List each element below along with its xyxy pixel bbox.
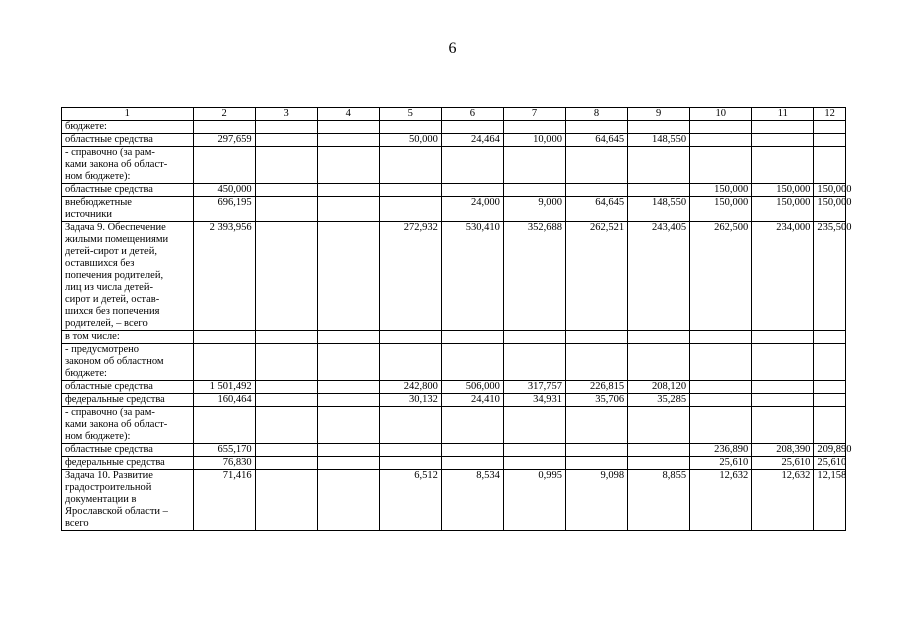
value-cell bbox=[255, 470, 317, 531]
value-cell bbox=[752, 344, 814, 381]
value-cell: 243,405 bbox=[628, 222, 690, 331]
value-cell: 50,000 bbox=[379, 134, 441, 147]
value-cell bbox=[317, 331, 379, 344]
value-cell bbox=[690, 394, 752, 407]
value-cell bbox=[193, 344, 255, 381]
value-cell: 71,416 bbox=[193, 470, 255, 531]
value-cell: 12,158 bbox=[814, 470, 846, 531]
value-cell bbox=[752, 121, 814, 134]
value-cell: 12,632 bbox=[690, 470, 752, 531]
value-cell bbox=[752, 134, 814, 147]
value-cell bbox=[628, 407, 690, 444]
value-cell: 35,285 bbox=[628, 394, 690, 407]
value-cell bbox=[379, 197, 441, 222]
value-cell bbox=[566, 147, 628, 184]
value-cell bbox=[193, 331, 255, 344]
value-cell: 64,645 bbox=[566, 197, 628, 222]
value-cell bbox=[814, 331, 846, 344]
value-cell: 150,000 bbox=[690, 197, 752, 222]
value-cell bbox=[441, 444, 503, 457]
table-row bbox=[62, 457, 846, 470]
value-cell bbox=[255, 147, 317, 184]
value-cell bbox=[255, 222, 317, 331]
value-cell: 25,610 bbox=[814, 457, 846, 470]
value-cell bbox=[193, 147, 255, 184]
row-label-cell: бюджете: bbox=[62, 121, 194, 134]
table-row bbox=[62, 134, 846, 147]
value-cell: 12,632 bbox=[752, 470, 814, 531]
value-cell bbox=[255, 197, 317, 222]
table-row bbox=[62, 121, 846, 134]
value-cell: 226,815 bbox=[566, 381, 628, 394]
value-cell: 30,132 bbox=[379, 394, 441, 407]
value-cell bbox=[379, 331, 441, 344]
table-row bbox=[62, 331, 846, 344]
row-label-cell: в том числе: bbox=[62, 331, 194, 344]
value-cell bbox=[690, 134, 752, 147]
value-cell bbox=[317, 407, 379, 444]
value-cell: 506,000 bbox=[441, 381, 503, 394]
value-cell bbox=[566, 331, 628, 344]
value-cell bbox=[566, 444, 628, 457]
value-cell bbox=[566, 407, 628, 444]
value-cell bbox=[317, 197, 379, 222]
value-cell: 150,000 bbox=[814, 197, 846, 222]
value-cell bbox=[441, 331, 503, 344]
value-cell bbox=[814, 394, 846, 407]
value-cell: 24,000 bbox=[441, 197, 503, 222]
column-header: 6 bbox=[441, 108, 503, 121]
value-cell bbox=[379, 344, 441, 381]
row-label-cell: областные средства bbox=[62, 381, 194, 394]
budget-table bbox=[61, 107, 852, 531]
value-cell bbox=[752, 381, 814, 394]
value-cell bbox=[441, 121, 503, 134]
value-cell: 25,610 bbox=[690, 457, 752, 470]
value-cell bbox=[379, 444, 441, 457]
column-header: 8 bbox=[566, 108, 628, 121]
value-cell bbox=[628, 444, 690, 457]
value-cell bbox=[317, 184, 379, 197]
page-number: 6 bbox=[448, 40, 457, 57]
value-cell bbox=[690, 344, 752, 381]
value-cell: 236,890 bbox=[690, 444, 752, 457]
value-cell bbox=[503, 121, 565, 134]
row-label-cell: областные средства bbox=[62, 444, 194, 457]
table-row bbox=[62, 197, 846, 222]
value-cell bbox=[317, 470, 379, 531]
column-header: 3 bbox=[255, 108, 317, 121]
value-cell bbox=[566, 457, 628, 470]
value-cell bbox=[379, 457, 441, 470]
value-cell bbox=[317, 134, 379, 147]
value-cell: 148,550 bbox=[628, 134, 690, 147]
value-cell: 262,500 bbox=[690, 222, 752, 331]
table-row bbox=[62, 470, 846, 531]
value-cell: 10,000 bbox=[503, 134, 565, 147]
table-row bbox=[62, 147, 846, 184]
value-cell bbox=[317, 381, 379, 394]
value-cell: 25,610 bbox=[752, 457, 814, 470]
value-cell bbox=[317, 147, 379, 184]
value-cell bbox=[566, 344, 628, 381]
value-cell: 35,706 bbox=[566, 394, 628, 407]
value-cell bbox=[690, 381, 752, 394]
value-cell: 530,410 bbox=[441, 222, 503, 331]
table-row bbox=[62, 407, 846, 444]
value-cell bbox=[379, 121, 441, 134]
value-cell bbox=[255, 444, 317, 457]
value-cell: 234,000 bbox=[752, 222, 814, 331]
value-cell bbox=[441, 344, 503, 381]
value-cell: 150,000 bbox=[814, 184, 846, 197]
value-cell bbox=[317, 344, 379, 381]
value-cell bbox=[503, 344, 565, 381]
value-cell: 76,830 bbox=[193, 457, 255, 470]
value-cell bbox=[193, 121, 255, 134]
value-cell bbox=[441, 147, 503, 184]
value-cell bbox=[317, 444, 379, 457]
value-cell bbox=[255, 457, 317, 470]
value-cell bbox=[814, 381, 846, 394]
table-body bbox=[62, 121, 852, 531]
value-cell bbox=[566, 184, 628, 197]
value-cell bbox=[503, 184, 565, 197]
column-header: 5 bbox=[379, 108, 441, 121]
value-cell bbox=[441, 184, 503, 197]
value-cell: 262,521 bbox=[566, 222, 628, 331]
value-cell bbox=[690, 121, 752, 134]
value-cell bbox=[503, 407, 565, 444]
value-cell bbox=[441, 457, 503, 470]
value-cell bbox=[255, 394, 317, 407]
column-header: 1 bbox=[62, 108, 194, 121]
value-cell: 9,098 bbox=[566, 470, 628, 531]
column-header: 11 bbox=[752, 108, 814, 121]
column-header: 12 bbox=[814, 108, 846, 121]
value-cell bbox=[628, 147, 690, 184]
value-cell bbox=[255, 331, 317, 344]
value-cell bbox=[814, 121, 846, 134]
row-label-cell: областные средства bbox=[62, 184, 194, 197]
column-header: 9 bbox=[628, 108, 690, 121]
value-cell bbox=[317, 121, 379, 134]
table-row bbox=[62, 344, 846, 381]
value-cell bbox=[441, 407, 503, 444]
value-cell: 450,000 bbox=[193, 184, 255, 197]
value-cell bbox=[814, 134, 846, 147]
value-cell: 64,645 bbox=[566, 134, 628, 147]
value-cell bbox=[255, 121, 317, 134]
value-cell bbox=[814, 344, 846, 381]
value-cell: 8,855 bbox=[628, 470, 690, 531]
value-cell: 150,000 bbox=[752, 197, 814, 222]
table-row bbox=[62, 184, 846, 197]
value-cell bbox=[814, 407, 846, 444]
value-cell bbox=[690, 147, 752, 184]
table-header bbox=[62, 108, 846, 121]
value-cell: 2 393,956 bbox=[193, 222, 255, 331]
column-header: 7 bbox=[503, 108, 565, 121]
value-cell bbox=[752, 394, 814, 407]
value-cell: 272,932 bbox=[379, 222, 441, 331]
column-header: 10 bbox=[690, 108, 752, 121]
value-cell bbox=[379, 184, 441, 197]
value-cell bbox=[628, 121, 690, 134]
value-cell: 208,390 bbox=[752, 444, 814, 457]
value-cell bbox=[503, 444, 565, 457]
value-cell bbox=[317, 222, 379, 331]
row-label-cell: - справочно (за рам- ками закона об област- ном бюджете): bbox=[62, 407, 194, 444]
value-cell: 24,464 bbox=[441, 134, 503, 147]
value-cell: 148,550 bbox=[628, 197, 690, 222]
value-cell bbox=[255, 344, 317, 381]
column-header: 2 bbox=[193, 108, 255, 121]
value-cell bbox=[566, 121, 628, 134]
row-label-cell: Задача 10. Развитие градостроительной документации в Ярославской области – всего bbox=[62, 470, 194, 531]
value-cell: 208,120 bbox=[628, 381, 690, 394]
value-cell bbox=[379, 407, 441, 444]
value-cell bbox=[690, 407, 752, 444]
row-label-cell: федеральные средства bbox=[62, 457, 194, 470]
table-row bbox=[62, 222, 846, 331]
value-cell bbox=[628, 344, 690, 381]
value-cell bbox=[255, 407, 317, 444]
value-cell: 235,500 bbox=[814, 222, 846, 331]
value-cell: 655,170 bbox=[193, 444, 255, 457]
value-cell: 352,688 bbox=[503, 222, 565, 331]
value-cell bbox=[193, 407, 255, 444]
value-cell bbox=[628, 457, 690, 470]
value-cell: 209,890 bbox=[814, 444, 846, 457]
value-cell: 34,931 bbox=[503, 394, 565, 407]
value-cell bbox=[317, 394, 379, 407]
row-label-cell: - справочно (за рам- ками закона об област- ном бюджете): bbox=[62, 147, 194, 184]
value-cell bbox=[503, 331, 565, 344]
value-cell: 150,000 bbox=[690, 184, 752, 197]
row-label-cell: внебюджетные источники bbox=[62, 197, 194, 222]
row-label-cell: - предусмотрено законом об областном бюджете: bbox=[62, 344, 194, 381]
row-label-cell: областные средства bbox=[62, 134, 194, 147]
value-cell bbox=[752, 147, 814, 184]
value-cell bbox=[503, 457, 565, 470]
value-cell: 6,512 bbox=[379, 470, 441, 531]
row-label-cell: федеральные средства bbox=[62, 394, 194, 407]
table-row bbox=[62, 444, 846, 457]
value-cell bbox=[814, 147, 846, 184]
value-cell bbox=[752, 407, 814, 444]
value-cell bbox=[752, 331, 814, 344]
value-cell: 242,800 bbox=[379, 381, 441, 394]
value-cell bbox=[690, 331, 752, 344]
value-cell: 8,534 bbox=[441, 470, 503, 531]
table-row bbox=[62, 381, 846, 394]
value-cell: 696,195 bbox=[193, 197, 255, 222]
value-cell: 0,995 bbox=[503, 470, 565, 531]
value-cell: 24,410 bbox=[441, 394, 503, 407]
column-header: 4 bbox=[317, 108, 379, 121]
value-cell bbox=[628, 331, 690, 344]
table-row bbox=[62, 394, 846, 407]
value-cell: 150,000 bbox=[752, 184, 814, 197]
value-cell bbox=[255, 381, 317, 394]
value-cell: 9,000 bbox=[503, 197, 565, 222]
value-cell bbox=[379, 147, 441, 184]
value-cell bbox=[503, 147, 565, 184]
value-cell bbox=[255, 134, 317, 147]
value-cell bbox=[317, 457, 379, 470]
value-cell: 317,757 bbox=[503, 381, 565, 394]
value-cell: 160,464 bbox=[193, 394, 255, 407]
row-label-cell: Задача 9. Обеспечение жилыми помещениями детей-сирот и детей, оставшихся без попечения родителей, лиц из числа детей- сирот и детей, остав- шихся без попечения родителей, – всего bbox=[62, 222, 194, 331]
value-cell: 297,659 bbox=[193, 134, 255, 147]
value-cell: 1 501,492 bbox=[193, 381, 255, 394]
value-cell bbox=[255, 184, 317, 197]
value-cell bbox=[628, 184, 690, 197]
